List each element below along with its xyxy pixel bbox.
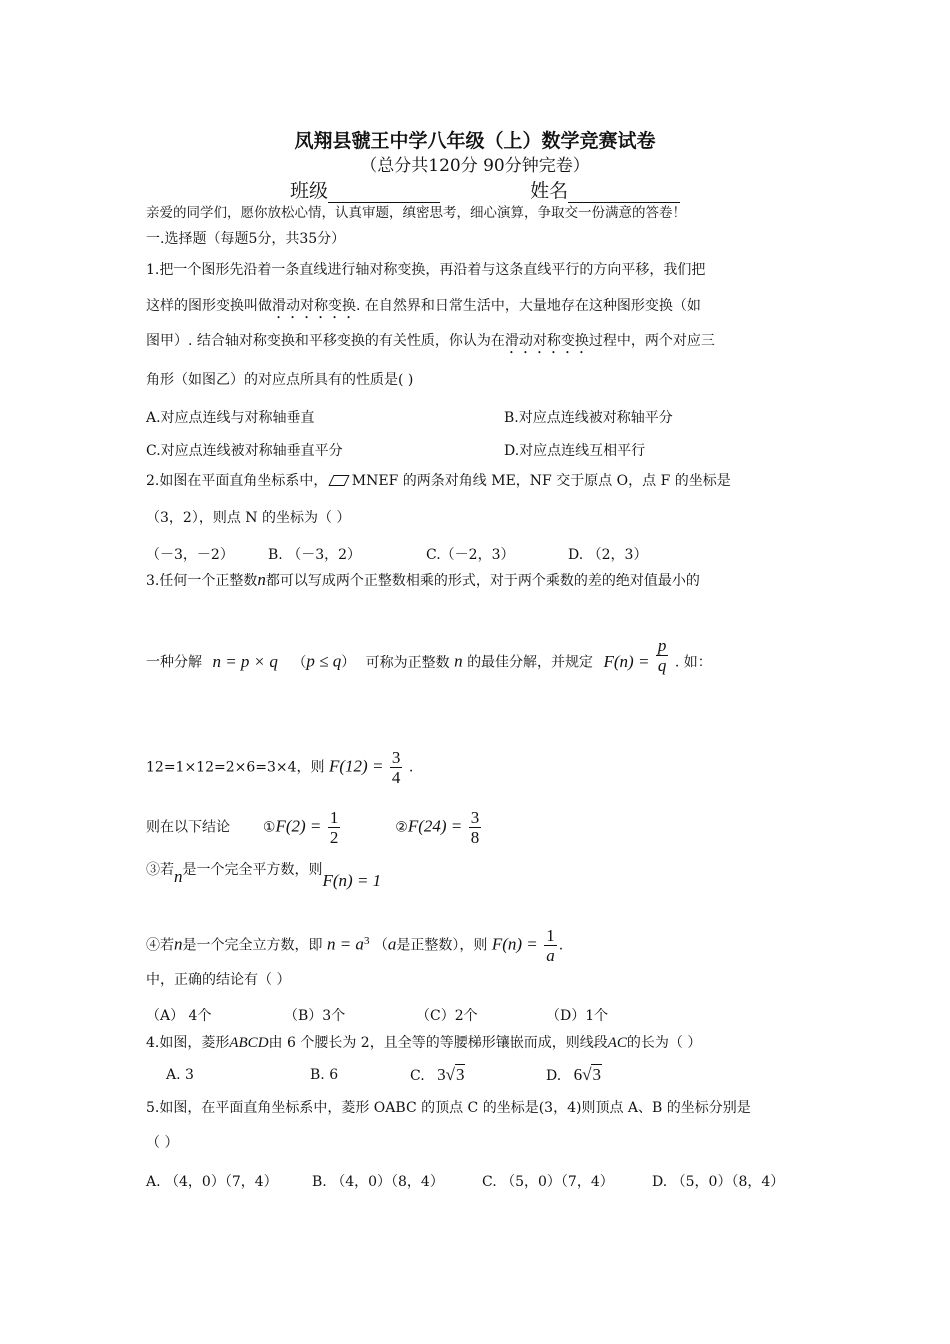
class-label: 班级 [290, 180, 329, 202]
q4-line1: 4.如图，菱形ABCD由 6 个腰长为 2，且全等的等腰梯形镶嵌而成，则线段AC的长为（ ） [146, 1035, 702, 1051]
greeting: 亲爱的同学们，愿你放松心情，认真审题，缜密思考，细心演算，争取交一份满意的答卷！ [146, 205, 686, 221]
q2-line1: 2.如图在平面直角坐标系中， MNEF 的两条对角线 ME，NF 交于原点 O，点 F 的坐标是 [146, 473, 731, 489]
q3-line2: 一种分解 n = p × q （p ≤ q） 可称为正整数 n 的最佳分解，并规定 F(n) = $\frac{p}{q}$ . 如： [146, 636, 712, 675]
q1-option-c: C.对应点连线被对称轴垂直平分 [146, 443, 343, 459]
class-blank [328, 184, 440, 203]
q1-line4: 角形（如图乙）的对应点所具有的性质是( ) [146, 372, 414, 388]
q3-line5: ③若n是一个完全平方数，则F(n) = 1 [146, 862, 382, 890]
q5-line1: 5.如图，在平面直角坐标系中，菱形 OABC 的顶点 C 的坐标是(3，4)则顶点 A、B 的坐标分别是 [146, 1100, 751, 1116]
q4-option-c: C. 3√3 [410, 1065, 465, 1084]
q3-line3: 12=1×12=2×6=3×4，则 F(12) = $\frac{3}{4}$ . [146, 748, 414, 787]
q1-line3: 图甲）. 结合轴对称变换和平移变换的有关性质，你认为在滑动对称变换过程中，两个对应三 [146, 333, 715, 349]
name-label: 姓名 [530, 180, 569, 202]
exam-title: 凤翔县虢王中学八年级（上）数学竞赛试卷 [294, 130, 656, 152]
q4-option-b: B. 6 [310, 1067, 339, 1083]
q4-option-d: D. 6√3 [546, 1065, 601, 1084]
exam-subtitle: （总分共120分 90分钟完卷） [360, 156, 590, 176]
q1-option-b: B.对应点连线被对称轴平分 [504, 410, 673, 426]
q2-line2: （3，2），则点 N 的坐标为（ ） [146, 510, 351, 526]
q2-option-c: C.（－2，3） [426, 547, 515, 563]
q1-option-a: A.对应点连线与对称轴垂直 [146, 410, 315, 426]
q3-line7: 中，正确的结论有（ ） [146, 972, 291, 988]
q5-option-a: A. （4，0）（7，4） [146, 1174, 278, 1190]
name-blank [568, 184, 680, 203]
section-heading: 一.选择题（每题5分，共35分） [146, 231, 346, 247]
q5-option-c: C. （5，0）（7，4） [482, 1174, 614, 1190]
q3-line1: 3.任何一个正整数n都可以写成两个正整数相乘的形式，对于两个乘数的差的绝对值最小的 [146, 570, 700, 589]
q2-option-a: （－3，－2） [146, 547, 234, 563]
q3-option-c: （C）2个 [416, 1008, 478, 1024]
q1-option-d: D.对应点连线互相平行 [504, 443, 646, 459]
q5-option-d: D. （5，0）（8，4） [652, 1174, 785, 1190]
student-info-line [290, 176, 680, 203]
q5-line2: （ ） [146, 1135, 179, 1151]
q1-emphasis-term: 滑动对称变换 [272, 298, 356, 314]
q3-option-d: （D）1个 [546, 1008, 609, 1024]
q5-option-b: B. （4，0）（8，4） [312, 1174, 444, 1190]
q3-line6: ④若n是一个完全立方数，即 $n = a^3$ （a是正整数），则 F(n) = $\frac{1}{a}$ . [146, 926, 564, 965]
q2-option-d: D. （2，3） [568, 547, 648, 563]
best-factorization-eq: n = p × q [212, 651, 278, 671]
q3-option-a: （A） 4个 [146, 1008, 212, 1024]
q3-option-b: （B）3个 [284, 1008, 346, 1024]
q3-line4: 则在以下结论 ①F(2) = $\frac{1}{2}$ ②F(24) = $\frac{3}{8}$ [146, 808, 480, 847]
q4-option-a: A. 3 [166, 1067, 194, 1083]
q1-line2: 这样的图形变换叫做滑动对称变换. 在自然界和日常生活中，大量地存在这种图形变换（如 [146, 298, 701, 314]
q1-emphasis-term-2: 滑动对称变换 [504, 333, 589, 349]
parallelogram-icon [329, 475, 350, 486]
q2-option-b: B. （－3，2） [268, 547, 362, 563]
q1-line1: 1.把一个图形先沿着一条直线进行轴对称变换，再沿着与这条直线平行的方向平移，我们把 [146, 262, 706, 278]
